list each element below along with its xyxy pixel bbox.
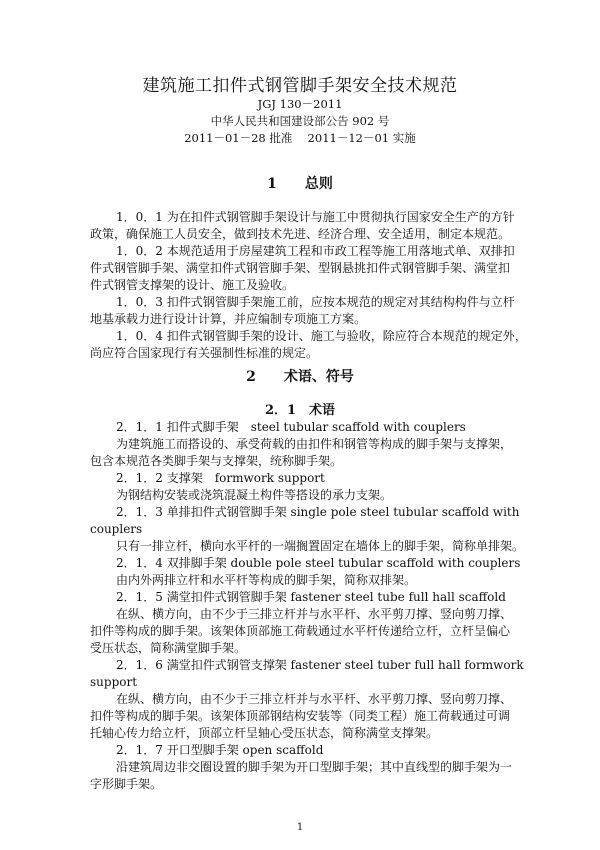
announcement-line: 中华人民共和国建设部公告 902 号 xyxy=(210,114,390,128)
clause-1-0-4: 1．0．4 扣件式钢管脚手架的设计、施工与验收，除应符合本规范的规定外， xyxy=(116,329,527,343)
paragraph-line: 件式钢管脚手架、满堂扣件式钢管脚手架、型钢悬挑扣件式钢管脚手架、满堂扣 xyxy=(90,261,511,275)
paragraph-line: 为钢结构安装或浇筑混凝土构件等搭设的承力支架。 xyxy=(116,488,393,502)
clause-1-0-1: 1．0．1 为在扣件式钢管脚手架设计与施工中贯彻执行国家安全生产的方针 xyxy=(116,210,515,224)
paragraph-line: 沿建筑周边非交圈设置的脚手架为开口型脚手架；其中直线型的脚手架为一 xyxy=(116,760,513,774)
standard-code: JGJ 130－2011 xyxy=(257,97,343,111)
paragraph-line: 字形脚手架。 xyxy=(90,777,163,791)
clause-2-1-6: 2．1．6 满堂扣件式钢管支撑架 fastener steel tuber full hall formwork xyxy=(116,658,524,672)
paragraph-line: 政策，确保施工人员安全，做到技术先进、经济合理、安全适用，制定本规范。 xyxy=(90,227,511,241)
page-number: 1 xyxy=(296,822,304,833)
clause-2-1-7: 2．1．7 开口型脚手架 open scaffold xyxy=(116,743,324,757)
paragraph-line: 扣件等构成的脚手架。该架体顶部钢结构安装等（同类工程）施工荷载通过可调 xyxy=(90,709,511,723)
paragraph-line: 只有一排立杆，横向水平杆的一端搁置固定在墙体上的脚手架，简称单排架。 xyxy=(116,539,525,553)
clause-2-1-2: 2．1．2 支撑架 formwork support xyxy=(116,471,325,485)
paragraph-line: 尚应符合国家现行有关强制性标准的规定。 xyxy=(90,346,319,360)
chapter-2-heading: 2 术语、符号 xyxy=(246,369,354,385)
chapter-1-heading: 1 总则 xyxy=(267,176,333,192)
paragraph-line: 在纵、横方向，由不少于三排立杆并与水平杆、水平剪刀撑、竖向剪刀撑、 xyxy=(116,692,513,706)
paragraph-line: 包含本规范各类脚手架与支撑架，统称脚手架。 xyxy=(90,454,343,468)
document-title: 建筑施工扣件式钢管脚手架安全技术规范 xyxy=(142,76,458,96)
paragraph-line: support xyxy=(90,675,138,689)
paragraph-line: 件式钢管支撑架的设计、施工及验收。 xyxy=(90,278,295,292)
paragraph-line: 由内外两排立杆和水平杆等构成的脚手架，简称双排架。 xyxy=(116,573,417,587)
clause-2-1-1: 2．1．1 扣件式脚手架 steel tubular scaffold with couplers xyxy=(116,420,466,434)
paragraph-line: 在纵、横方向，由不少于三排立杆并与水平杆、水平剪刀撑、竖向剪刀撑、 xyxy=(116,607,513,621)
clause-2-1-4: 2．1．4 双排脚手架 double pole steel tubular scaffold with couplers xyxy=(116,556,521,570)
clause-2-1-3: 2．1．3 单排扣件式钢管脚手架 single pole steel tubular scaffold with xyxy=(116,505,520,519)
paragraph-line: 扣件等构成的脚手架。该架体顶部施工荷载通过水平杆传递给立杆，立杆呈偏心 xyxy=(90,624,511,638)
clause-2-1-5: 2．1．5 满堂扣件式钢管脚手架 fastener steel tube full hall scaffold xyxy=(116,590,506,604)
paragraph-line: 地基承载力进行设计计算，并应编制专项施工方案。 xyxy=(90,312,367,326)
paragraph-line: 托轴心传力给立杆，顶部立杆呈轴心受压状态，简称满堂支撑架。 xyxy=(90,726,439,740)
section-2-1-heading: 2．1 术语 xyxy=(264,403,336,418)
clause-1-0-3: 1．0．3 扣件式钢管脚手架施工前，应按本规范的规定对其结构构件与立杆 xyxy=(116,295,515,309)
paragraph-line: 受压状态，简称满堂脚手架。 xyxy=(90,641,247,655)
paragraph-line: 为建筑施工而搭设的、承受荷载的由扣件和钢管等构成的脚手架与支撑架， xyxy=(116,437,513,451)
paragraph-line: couplers xyxy=(90,522,143,536)
approval-dates: 2011－01－28 批准 2011－12－01 实施 xyxy=(184,131,416,145)
clause-1-0-2: 1．0．2 本规范适用于房屋建筑工程和市政工程等施工用落地式单、双排扣 xyxy=(116,244,515,258)
